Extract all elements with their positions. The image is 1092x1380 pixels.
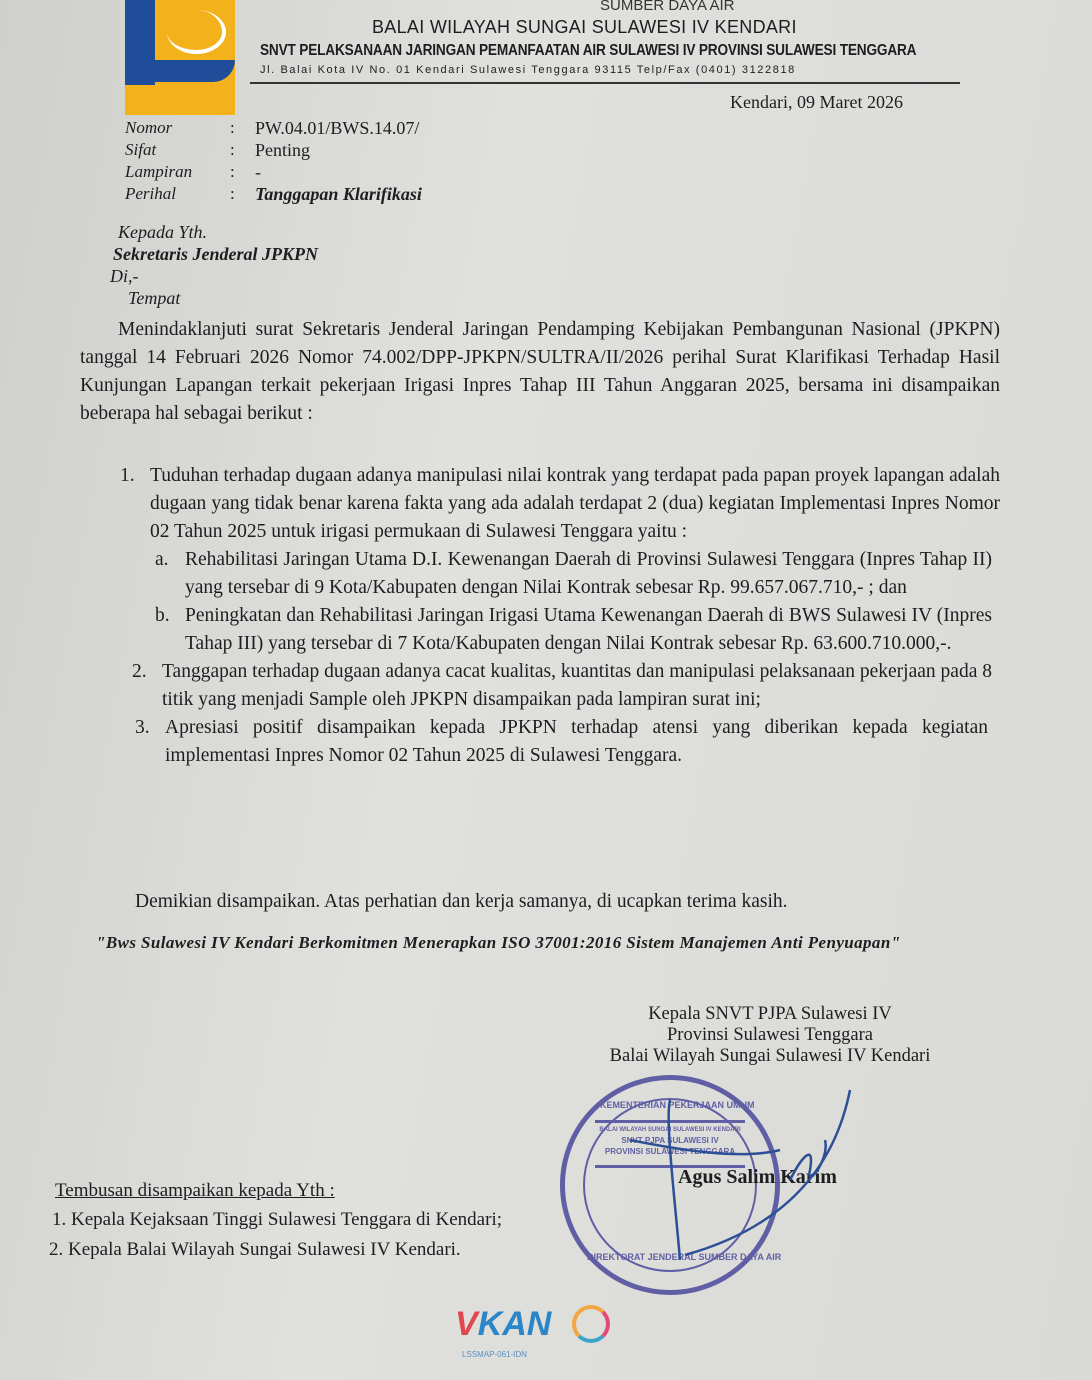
official-stamp: BALAI WILAYAH SUNGAI SULAWESI IV KENDARI SNVT PJPA SULAWESI IV PROVINSI SULAWESI TENGGARA KEMENTERIAN PEKERJAAN UMUM DIREKTORAT JENDERAL SUMBER DAYA AIR bbox=[560, 1075, 780, 1295]
ministry-logo bbox=[125, 0, 235, 115]
cc-title: Tembusan disampaikan kepada Yth : bbox=[55, 1180, 335, 1201]
kan-accreditation-logo: VKAN bbox=[455, 1305, 552, 1343]
sub-point-text: Peningkatan dan Rehabilitasi Jaringan Irigasi Utama Kewenangan Daerah di BWS Sulawesi IV (Inpres Tahap III) yang tersebar di 7 Kota/Kabupaten dengan Nilai Kontrak sebesar Rp. 63.600.710.000,-. bbox=[185, 605, 992, 654]
colon: : bbox=[230, 118, 235, 137]
recipient-name: Sekretaris Jenderal JPKPN bbox=[113, 244, 318, 264]
sub-point-b bbox=[155, 602, 992, 658]
intro-paragraph: Menindaklanjuti surat Sekretaris Jenderal Jaringan Pendamping Kebijakan Pembangunan Nasional (JPKPN) tanggal 14 Februari 2026 Nomor 74.002/DPP-JPKPN/SULTRA/II/2026 perihal Surat Klarifikasi Terhadap Hasil Kunjungan Lapangan terkait pekerjaan Irigasi Inpres Tahap III Tahun Anggaran 2025, bersama ini disampaikan beberapa hal sebagai berikut : bbox=[80, 319, 1000, 424]
point-1 bbox=[120, 462, 1000, 658]
signature-block bbox=[555, 1004, 985, 1067]
recipient-greeting: Kepada Yth. bbox=[118, 222, 208, 242]
signature-title-1: Kepala SNVT PJPA Sulawesi IV bbox=[648, 1004, 892, 1024]
point-number: 3. bbox=[135, 717, 150, 738]
point-text: Apresiasi positif disampaikan kepada JPKPN terhadap atensi yang diberikan kepada kegiatan implementasi Inpres Nomor 02 Tahun 2025 di Sulawesi Tenggara. bbox=[165, 717, 988, 766]
meta-label-perihal: Perihal bbox=[125, 184, 176, 203]
colon: : bbox=[230, 184, 235, 203]
point-3 bbox=[135, 714, 988, 770]
iso-motto: "Bws Sulawesi IV Kendari Berkomitmen Menerapkan ISO 37001:2016 Sistem Manajemen Anti Penyuapan" bbox=[96, 933, 901, 952]
letterhead-address: Jl. Balai Kota IV No. 01 Kendari Sulawesi Tenggara 93115 Telp/Fax (0401) 3122818 bbox=[260, 64, 796, 76]
meta-value-perihal: Tanggapan Klarifikasi bbox=[255, 184, 422, 204]
letterhead-office: BALAI WILAYAH SUNGAI SULAWESI IV KENDARI bbox=[372, 17, 797, 37]
signature-title-3: Balai Wilayah Sungai Sulawesi IV Kendari bbox=[609, 1046, 931, 1066]
points-list bbox=[120, 462, 1000, 770]
handwritten-signature bbox=[560, 1080, 860, 1260]
certification-logo bbox=[572, 1305, 610, 1343]
sub-point-text: Rehabilitasi Jaringan Utama D.I. Kewenangan Daerah di Provinsi Sulawesi Tenggara (Inpres Tahap II) yang tersebar di 9 Kota/Kabupaten dengan Nilai Kontrak sebesar Rp. 99.657.067.710,- ; dan bbox=[185, 549, 992, 598]
point-text: Tanggapan terhadap dugaan adanya cacat kualitas, kuantitas dan manipulasi pelaksanaan pekerjaan pada 8 titik yang menjadi Sample oleh JPKPN disampaikan pada lampiran surat ini; bbox=[162, 661, 992, 710]
point-number: 1. bbox=[120, 465, 135, 486]
point-text: Tuduhan terhadap dugaan adanya manipulasi nilai kontrak yang terdapat pada papan proyek lapangan adalah dugaan yang tidak benar karena fakta yang ada adalah terdapat 2 (dua) kegiatan Implementasi Inpres Nomor 02 Tahun 2025 untuk irigasi permukaan di Sulawesi Tenggara yaitu : bbox=[150, 465, 1000, 542]
signatory-name: Agus Salim Karim bbox=[678, 1166, 837, 1188]
sub-point-letter: b. bbox=[155, 605, 170, 626]
recipient-di: Di,- bbox=[110, 266, 139, 286]
recipient-place: Tempat bbox=[128, 288, 181, 308]
meta-label-nomor: Nomor bbox=[125, 118, 173, 137]
letterhead-divider bbox=[250, 82, 960, 84]
sub-point-a bbox=[155, 546, 992, 602]
point-number: 2. bbox=[132, 661, 147, 682]
signature-title-2: Provinsi Sulawesi Tenggara bbox=[667, 1025, 873, 1045]
sub-points bbox=[155, 546, 992, 658]
sub-point-letter: a. bbox=[155, 549, 169, 570]
kan-code: LSSMAP-061-IDN bbox=[462, 1350, 527, 1359]
letterhead-unit: SNVT PELAKSANAAN JARINGAN PEMANFAATAN AIR SULAWESI IV PROVINSI SULAWESI TENGGARA bbox=[260, 42, 917, 59]
cc-item-2: 2. Kepala Balai Wilayah Sungai Sulawesi IV Kendari. bbox=[49, 1239, 461, 1260]
letterhead-ministry: SUMBER DAYA AIR bbox=[600, 0, 735, 14]
point-2 bbox=[132, 658, 992, 714]
closing-sentence: Demikian disampaikan. Atas perhatian dan kerja samanya, di ucapkan terima kasih. bbox=[135, 891, 788, 912]
colon: : bbox=[230, 140, 235, 159]
colon: : bbox=[230, 162, 235, 181]
meta-label-sifat: Sifat bbox=[125, 140, 157, 159]
cc-item-1: 1. Kepala Kejaksaan Tinggi Sulawesi Tenggara di Kendari; bbox=[52, 1209, 502, 1230]
meta-value-nomor: PW.04.01/BWS.14.07/ bbox=[255, 118, 420, 138]
meta-value-sifat: Penting bbox=[255, 140, 311, 160]
meta-value-lampiran: - bbox=[255, 162, 261, 182]
letter-date: Kendari, 09 Maret 2026 bbox=[730, 92, 903, 112]
meta-label-lampiran: Lampiran bbox=[125, 162, 193, 181]
